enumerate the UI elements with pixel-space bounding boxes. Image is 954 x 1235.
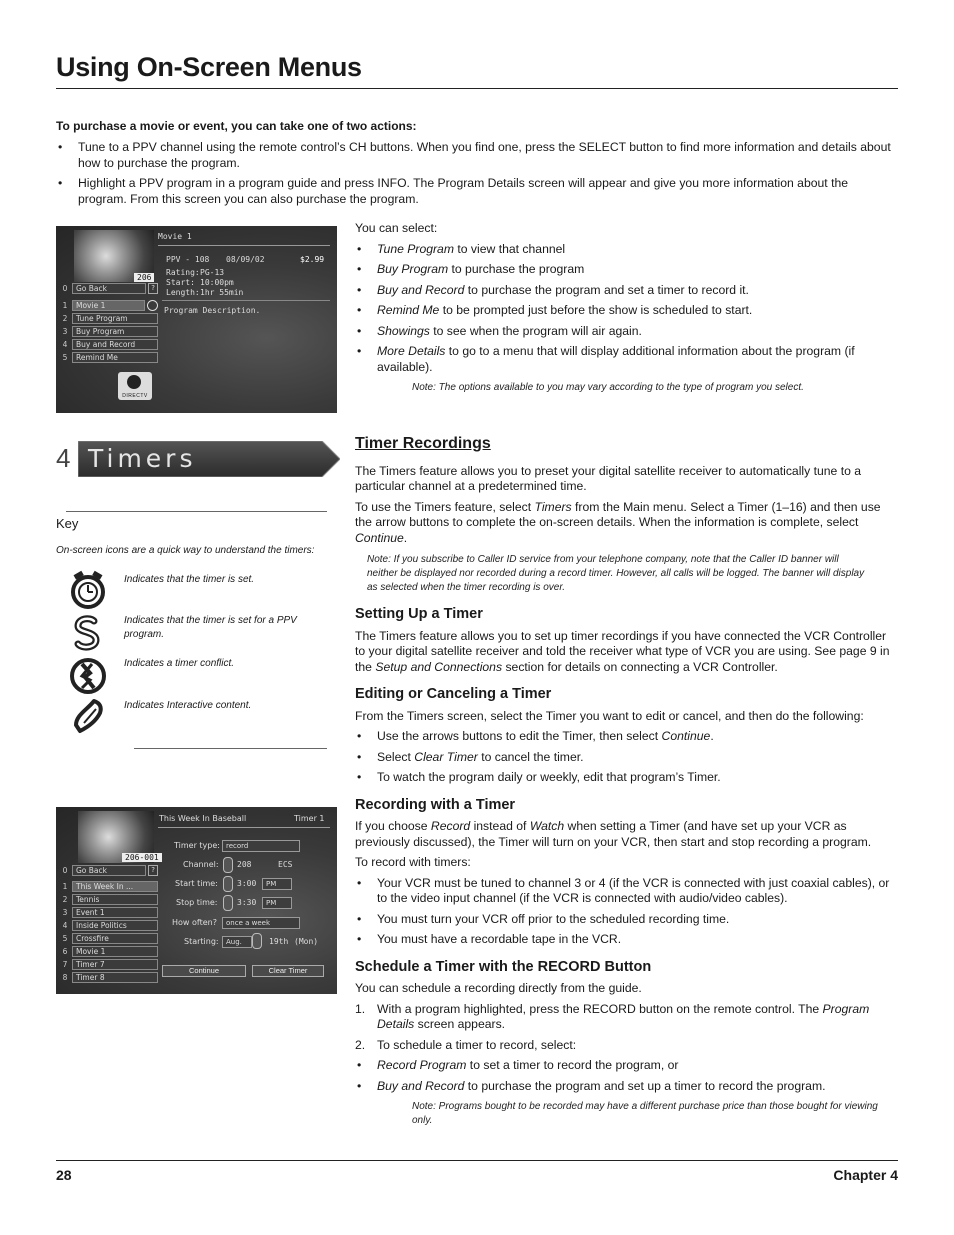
stop-time-label: Stop time: [176, 898, 218, 907]
page-number: 28 [56, 1167, 72, 1183]
channel-label: Channel: [183, 860, 219, 869]
menu-row-go-back[interactable]: 0 Go Back ? [58, 865, 158, 876]
starting-label: Starting: [184, 937, 219, 946]
start-value: 10:00pm [200, 278, 234, 287]
timer-type-label: Timer type: [174, 841, 220, 850]
key-bottom-rule [134, 748, 327, 749]
timers-banner-label: Timers [88, 444, 197, 473]
channel-name: ECS [278, 860, 293, 869]
timer-set-icon [147, 300, 158, 311]
menu-row[interactable]: 4 Inside Politics [58, 920, 158, 931]
details-rule [162, 300, 330, 301]
menu-row[interactable]: 3 Event 1 [58, 907, 158, 918]
purchase-bullet: • Tune to a PPV channel using the remote control’s CH buttons. When you find one, press the SELECT button to find more information and details about how to purchase the program. [56, 140, 896, 171]
purchase-bullet: • Highlight a PPV program in a program guide and press INFO. The Program Details screen will appear and give you more information about the program. From this screen you can also purchase the program. [56, 176, 896, 207]
setting-up-heading: Setting Up a Timer [355, 606, 483, 622]
select-option: • Showings to see when the program will air again. [355, 324, 895, 340]
paragraph: You can schedule a recording directly from the guide. [355, 981, 642, 995]
header-rule [56, 88, 898, 89]
select-options [355, 221, 895, 395]
logo-text: DIRECTV [122, 393, 148, 399]
help-icon[interactable]: ? [148, 283, 158, 294]
menu-row[interactable]: 3 Buy Program [58, 326, 158, 337]
stop-time-value: 3:30 [237, 898, 257, 907]
starting-day: 19th [269, 937, 289, 946]
select-note: Note: The options available to you may vary according to the type of program you select. [412, 382, 804, 393]
title-rule [158, 245, 330, 246]
chapter-label: Chapter 4 [833, 1167, 898, 1183]
continue-button[interactable]: Continue [162, 965, 246, 977]
arrow-stepper-icon[interactable] [223, 895, 233, 911]
menu-row[interactable]: 2 Tennis [58, 894, 158, 905]
start-ampm-field[interactable]: PM [262, 878, 292, 890]
chapter-section-number: 4 [56, 443, 71, 473]
timer-recordings-heading: Timer Recordings [355, 435, 491, 452]
interactive-icon [68, 695, 108, 735]
starting-dow: (Mon) [294, 937, 319, 946]
how-often-label: How often? [172, 918, 217, 927]
menu-row-go-back[interactable]: 0 Go Back ? [58, 283, 158, 294]
program-details-screenshot [56, 226, 337, 413]
page-title: Using On-Screen Menus [56, 52, 362, 82]
program-price: $2.99 [300, 255, 325, 264]
caller-id-note: Note: If you subscribe to Caller ID service from your telephone company, note that the Caller ID banner will neither be displayed nor recorded during a record timer. However, all calls will be logged. The banner will display as selected when the timer recording is over. [367, 554, 865, 593]
select-option: • Buy and Record to purchase the program and set a timer to record it. [355, 283, 895, 299]
select-option: • Tune Program to view that channel [355, 242, 895, 258]
help-icon[interactable]: ? [148, 865, 158, 876]
timer-sections [355, 436, 895, 1128]
purchase-lead: To purchase a movie or event, you can take one of two actions: [56, 119, 417, 133]
menu-row[interactable]: 7 Timer 7 [58, 959, 158, 970]
purchase-bullets [56, 140, 896, 212]
arrow-stepper-icon[interactable] [252, 933, 262, 949]
length-value: 1hr 55min [200, 288, 244, 297]
arrow-stepper-icon[interactable] [223, 857, 233, 873]
menu-row[interactable]: 2 Tune Program [58, 313, 158, 324]
list-item: • You must turn your VCR off prior to the scheduled recording time. [355, 912, 895, 928]
start-label: Start: [166, 278, 195, 287]
key-item-text: Indicates a timer conflict. [124, 658, 235, 669]
paragraph: If you choose Record instead of Watch when setting a Timer (and have set up your VCR as previously discussed), the Timer will turn on your VCR, then start and stop recording a program. [355, 819, 872, 849]
channel-number: 208 [237, 860, 252, 869]
start-time-label: Start time: [175, 879, 218, 888]
key-top-rule [66, 511, 327, 512]
channel-badge: 206 [134, 273, 154, 282]
select-option: • More Details to go to a menu that will display additional information about the program (if available). [355, 344, 895, 375]
menu-row[interactable]: 5 Crossfire [58, 933, 158, 944]
key-subtitle: On-screen icons are a quick way to understand the timers: [56, 545, 315, 556]
menu-row[interactable]: 4 Buy and Record [58, 339, 158, 350]
timer-set-icon [68, 570, 108, 610]
start-time-value: 3:00 [237, 879, 257, 888]
program-description: Program Description. [164, 306, 261, 315]
menu-row[interactable]: 8 Timer 8 [58, 972, 158, 983]
list-item: • Buy and Record to purchase the program and set up a timer to record the program. [355, 1079, 895, 1095]
select-option: • Buy Program to purchase the program [355, 262, 895, 278]
key-item-text: Indicates that the timer is set. [124, 574, 255, 585]
program-date: 08/09/02 [226, 255, 265, 264]
list-item: • Record Program to set a timer to record the program, or [355, 1058, 895, 1074]
how-often-field[interactable]: once a week [222, 917, 300, 929]
footer-rule [56, 1160, 898, 1161]
numbered-item: 1. With a program highlighted, press the RECORD button on the remote control. The Program Details screen appears. [355, 1001, 870, 1031]
select-option: • Remind Me to be prompted just before the show is scheduled to start. [355, 303, 895, 319]
paragraph: The Timers feature allows you to set up timer recordings if you have connected the VCR Controller to your digital satellite receiver and told the receiver what type of VCR you are using. See page 9 in the Setup and Connections section for details on connecting a VCR Controller. [355, 628, 890, 674]
channel-badge: 206-001 [122, 853, 162, 862]
menu-row[interactable]: 1 Movie 1 [58, 300, 158, 311]
screen-title: This Week In Baseball [159, 814, 247, 823]
rating-label: Rating: [166, 268, 200, 277]
menu-row[interactable]: 6 Movie 1 [58, 946, 158, 957]
key-heading: Key [56, 516, 79, 531]
list-item: • Your VCR must be tuned to channel 3 or 4 (if the VCR is connected with just coaxial cables), or to the video input channel (if the VCR is connected with audio/video cables). [355, 876, 895, 907]
editing-heading: Editing or Canceling a Timer [355, 686, 552, 702]
title-rule [158, 827, 330, 828]
timer-type-field[interactable]: record [222, 840, 300, 852]
timer-conflict-icon [68, 656, 108, 696]
list-item: • Use the arrows buttons to edit the Timer, then select Continue. [355, 729, 895, 745]
ppv-label: PPV - 108 [166, 255, 210, 264]
select-intro: You can select: [355, 221, 438, 235]
purchase-price-note: Note: Programs bought to be recorded may have a different purchase price than those bought for viewing only. [412, 1101, 878, 1126]
screen-title: Movie 1 [158, 232, 192, 241]
paragraph: From the Timers screen, select the Timer you want to edit or cancel, and then do the following: [355, 708, 864, 723]
arrow-stepper-icon[interactable] [223, 876, 233, 892]
stop-ampm-field[interactable]: PM [262, 897, 292, 909]
menu-row[interactable]: 1 This Week In ... [58, 881, 158, 892]
recording-heading: Recording with a Timer [355, 796, 516, 813]
timer-screenshot [56, 807, 337, 994]
schedule-heading: Schedule a Timer with the RECORD Button [355, 958, 652, 975]
list-item: • To watch the program daily or weekly, edit that program’s Timer. [355, 770, 895, 786]
list-item: • Select Clear Timer to cancel the timer. [355, 750, 895, 766]
paragraph: To use the Timers feature, select Timers from the Main menu. Select a Timer (1–16) and then use the arrow buttons to complete the on-screen details. When the information is complete, select Continue. [355, 499, 881, 545]
timer-label: Timer 1 [294, 814, 325, 823]
numbered-item: 2. To schedule a timer to record, select: [355, 1037, 577, 1052]
key-item-text: Indicates that the timer is set for a PPV program. [124, 615, 297, 640]
clear-timer-button[interactable]: Clear Timer [252, 965, 324, 977]
list-item: • You must have a recordable tape in the VCR. [355, 932, 895, 948]
length-label: Length: [166, 288, 200, 297]
directv-logo [118, 372, 152, 400]
rating-value: PG-13 [200, 268, 225, 277]
paragraph: To record with timers: [355, 855, 471, 869]
key-item-text: Indicates Interactive content. [124, 700, 252, 711]
ppv-timer-icon [68, 613, 108, 653]
starting-month-field[interactable]: Aug. [222, 936, 252, 948]
paragraph: The Timers feature allows you to preset your digital satellite receiver to automatically tune to a particular channel at a predetermined time. [355, 463, 862, 493]
menu-row[interactable]: 5 Remind Me [58, 352, 158, 363]
